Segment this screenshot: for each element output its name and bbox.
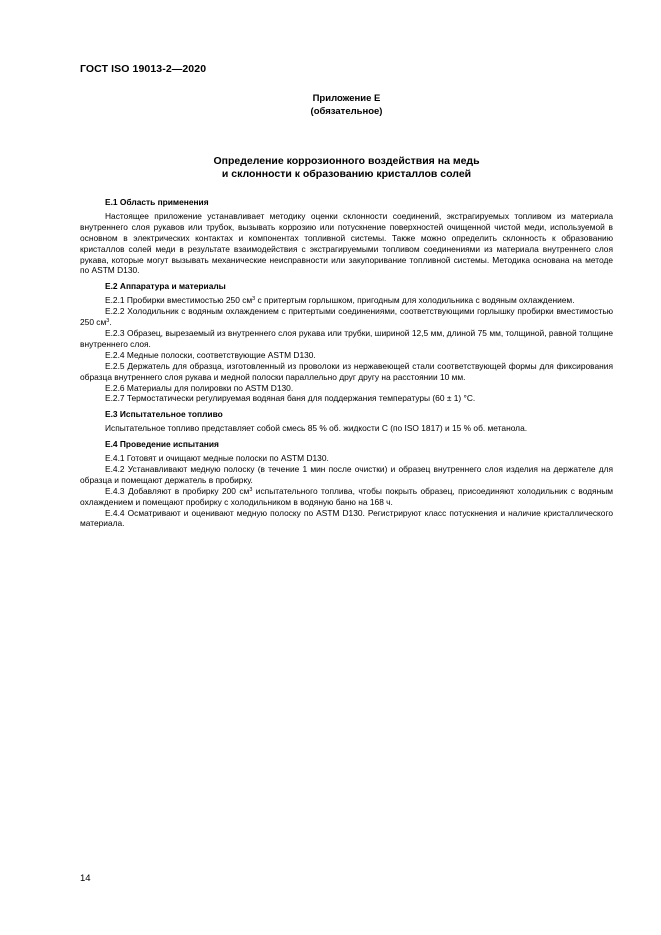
text-run: Е.2.1 Пробирки вместимостью 250 см (105, 295, 253, 306)
paragraph: Е.2.4 Медные полоски, соответствующие ASTM D130. (105, 349, 316, 360)
annex-status: (обязательное) (310, 105, 383, 117)
paragraph: Испытательное топливо представляет собой смесь 85 % об. жидкости С (по ISO 1817) и 15 % об. метанола. (105, 423, 528, 434)
superscript: 3 (249, 486, 253, 493)
section-e1 (80, 197, 613, 276)
superscript: 3 (252, 296, 256, 303)
section-heading: Е.1 Область применения (105, 197, 209, 207)
annex-title-line-2: и склонности к образованию кристаллов солей (221, 168, 472, 180)
paragraph (80, 306, 613, 328)
section-e3 (80, 409, 613, 434)
paragraph: Настоящее приложение устанавливает методику оценки склонности соединений, экстрагируемых топливом из материала внутреннего слоя рукавов или трубок, вызывать коррозию или потускнение поверхностей очищенной чистой меди, используемой в основном в электрических контактах и компонентах топливной системы. Также можно определить склонность к образованию кристаллов солей меди в результате взаимодействия с экстрагируемыми топливом соединениями из материала внутреннего слоя рукава, которые могут вызывать механические неисправности или закупоривание топливной системы. Методика основана на методе по ASTM D130. (80, 210, 613, 276)
paragraph: Е.2.6 Материалы для полировки по ASTM D130. (105, 382, 294, 393)
text-run: Е.4.3 Добавляют в пробирку 200 см (105, 485, 250, 496)
superscript: 3 (106, 318, 110, 325)
annex-content (80, 197, 613, 534)
annex-title-line-1: Определение коррозионного воздействия на медь (213, 155, 480, 167)
paragraph: Е.2.5 Держатель для образца, изготовленный из проволоки из нержавеющей стали соответствующей формы для фиксирования образца внутреннего слоя рукава и медной полоски параллельно друг другу на расстоянии 10 мм. (80, 360, 613, 382)
paragraph (80, 486, 613, 508)
text-run: . (109, 317, 112, 328)
section-e4 (80, 439, 613, 529)
annex-header (80, 93, 613, 118)
section-heading: Е.4 Проведение испытания (105, 439, 219, 450)
text-run: Е.2.2 Холодильник с водяным охлаждением с притертыми соединениями, соответствующими горлышку пробирки вместимостью 250 см (80, 306, 613, 328)
paragraph: Е.4.2 Устанавливают медную полоску (в течение 1 мин после очистки) и образец внутреннего слоя изделия на держателе для образца и помещают держатель в пробирку. (80, 463, 613, 485)
paragraph: Е.2.7 Термостатически регулируемая водяная баня для поддержания температуры (60 ± 1) °С. (105, 393, 476, 404)
text-run: испытательного топлива, чтобы покрыть образец, присоединяют холодильник с водяным охлаждением и помещают пробирку с холодильником в водяную баню на 168 ч. (80, 485, 613, 507)
section-heading: Е.2 Аппаратура и материалы (105, 281, 226, 292)
standard-code: ГОСТ ISO 19013-2—2020 (80, 63, 207, 75)
paragraph (80, 295, 613, 306)
annex-label: Приложение Е (312, 93, 381, 104)
text-run: с притертым горлышком, пригодным для холодильника с водяным охлаждением. (255, 295, 575, 306)
page-number: 14 (80, 873, 91, 884)
paragraph: Е.4.1 Готовят и очищают медные полоски по ASTM D130. (105, 453, 329, 464)
annex-title (80, 155, 613, 181)
section-heading: Е.3 Испытательное топливо (105, 409, 223, 420)
paragraph: Е.2.3 Образец, вырезаемый из внутреннего слоя рукава или трубки, шириной 12,5 мм, длиной 75 мм, толщиной, равной толщине внутреннего слоя. (80, 327, 613, 349)
paragraph: Е.4.4 Осматривают и оценивают медную полоску по ASTM D130. Регистрируют класс потускнения и наличие кристаллического материала. (80, 507, 613, 529)
section-e2 (80, 281, 613, 404)
